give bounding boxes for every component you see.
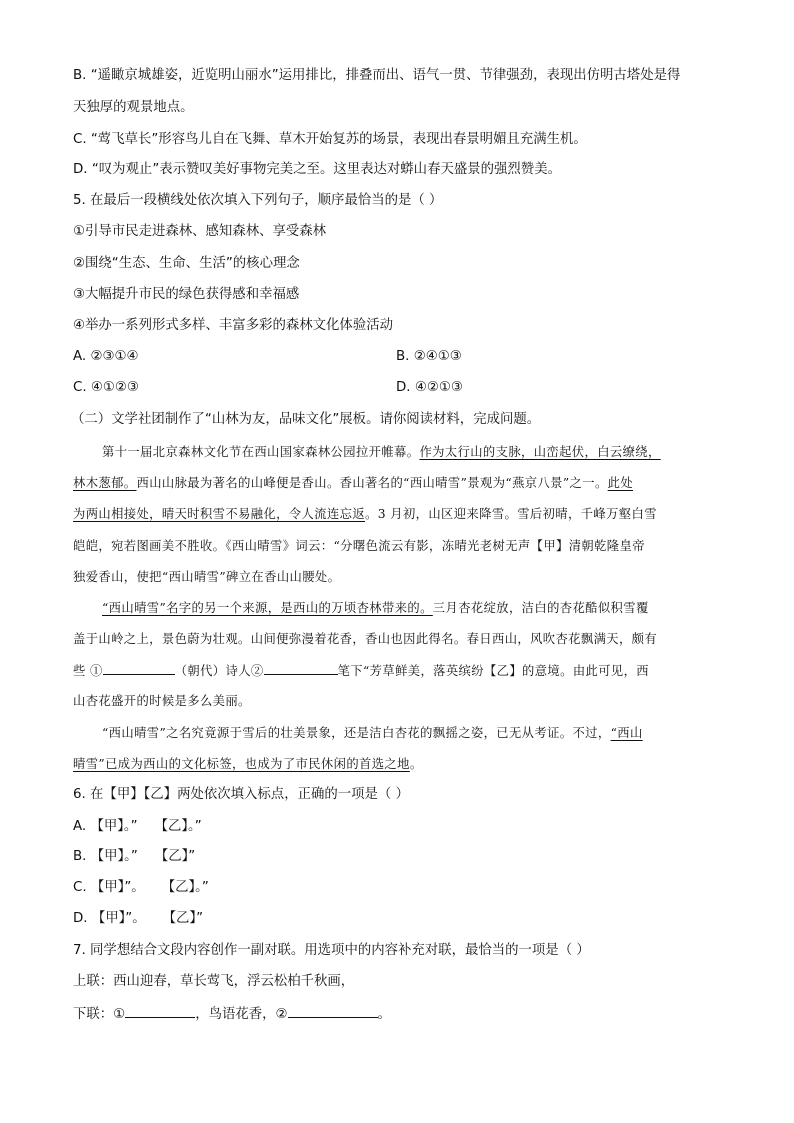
blank-2[interactable] bbox=[264, 661, 338, 675]
passage-text: 第十一届北京森林文化节在西山国家森林公园拉开帷幕。 bbox=[102, 445, 420, 459]
q5-options-row1 bbox=[73, 348, 462, 366]
q6-option-b: B. 【甲】。” 【乙】” bbox=[73, 849, 196, 864]
passage-text: 笔下“芳草鲜美，落英缤纷【乙】的意境。由此可见，西 bbox=[337, 664, 650, 678]
passage-p2-line3 bbox=[73, 661, 649, 680]
q4-option-d: D. “叹为观止”表示赞叹美好事物完美之至。这里表达对蟒山春天盛景的强烈赞美。 bbox=[73, 162, 561, 177]
q4-option-c: C. “莺飞草长”形容鸟儿自在飞舞、草木开始复苏的场景，表现出春景明媚且充满生机。 bbox=[73, 132, 587, 147]
couplet-blank-1[interactable] bbox=[125, 1004, 195, 1018]
passage-underlined: 为两山相接处，晴天时积雪不易融化，令人流连忘返 bbox=[73, 507, 366, 521]
q5-options-row2 bbox=[73, 379, 463, 397]
q5-option-b: B. ②④①③ bbox=[396, 349, 462, 364]
passage-p1-line4: 皑皑，宛若图画美不胜收。《西山晴雪》词云：“分曙色流云有影，冻晴光老树无声【甲】清朝乾隆皇帝 bbox=[73, 539, 645, 553]
passage-underlined: “西山晴雪”名字的另一个来源，是西山的万顷杏林带来的。 bbox=[102, 601, 433, 615]
passage-underlined: 林木葱郁。 bbox=[73, 476, 137, 490]
q6-option-d: D. 【甲】”。 【乙】” bbox=[73, 911, 204, 926]
q5-option-a: A. ②③①④ bbox=[73, 349, 139, 364]
q5-option-c: C. ④①②③ bbox=[73, 380, 139, 395]
passage-underlined: “西山 bbox=[610, 726, 643, 740]
passage-p2-line2: 盖于山岭之上，景色蔚为壮观。山间便弥漫着花香，香山也因此得名。春日西山，风吹杏花飘满天，颇有 bbox=[73, 632, 658, 646]
q5-option-d: D. ④②①③ bbox=[396, 380, 463, 395]
q7-stem: 7. 同学想结合文段内容创作一副对联。用选项中的内容补充对联，最恰当的一项是（ ） bbox=[73, 943, 590, 958]
passage-text: （朝代）诗人② bbox=[174, 664, 264, 678]
couplet-text: ，鸟语花香，② bbox=[195, 1007, 288, 1022]
couplet-text: 下联：① bbox=[73, 1007, 126, 1022]
q5-item-2: ②围绕“生态、生命、生活”的核心理念 bbox=[73, 256, 300, 271]
passage-p3-line2 bbox=[73, 755, 423, 773]
passage-underlined: 晴雪”已成为西山的文化标签，也成为了市民休闲的首选之地 bbox=[73, 757, 410, 771]
passage-text: 西山山脉最为著名的山峰便是香山。香山著名的“西山晴雪”景观为“燕京八景”之一。 bbox=[136, 476, 608, 490]
passage-p2-line4: 山杏花盛开的时候是多么美丽。 bbox=[73, 694, 251, 708]
passage-underlined: 作为太行山的支脉，山峦起伏，白云缭绕， bbox=[419, 445, 661, 459]
passage-p3-line1 bbox=[102, 724, 643, 742]
q6-stem: 6. 在【甲】【乙】两处依次填入标点，正确的一项是（ ） bbox=[73, 787, 409, 802]
passage-text: “西山晴雪”之名究竟源于雪后的壮美景象，还是洁白杏花的飘摇之姿，已无从考证。不过， bbox=[102, 726, 611, 740]
passage-p1-line3 bbox=[73, 505, 657, 523]
q5-item-4: ④举办一系列形式多样、丰富多彩的森林文化体验活动 bbox=[73, 318, 393, 333]
passage-p1-line5: 独爱香山，使把“西山晴雪”碑立在香山山腰处。 bbox=[73, 570, 341, 584]
q7-upper-couplet: 上联：西山迎春，草长莺飞，浮云松柏千秋画， bbox=[73, 974, 355, 989]
section2-title: （二）文学社团制作了“山林为友，品味文化”展板。请你阅读材料，完成问题。 bbox=[71, 412, 541, 427]
q4-option-b-line2: 天独厚的观景地点。 bbox=[73, 100, 194, 115]
passage-text: 。3 月初，山区迎来降雪。雪后初晴，千峰万壑白雪 bbox=[365, 507, 657, 521]
couplet-text: 。 bbox=[377, 1007, 391, 1022]
q5-item-1: ①引导市民走进森林、感知森林、享受森林 bbox=[73, 224, 327, 239]
q5-item-3: ③大幅提升市民的绿色获得感和幸福感 bbox=[73, 287, 300, 302]
passage-p1-line1 bbox=[102, 443, 661, 461]
couplet-blank-2[interactable] bbox=[288, 1004, 378, 1018]
passage-text: 三月杏花绽放，洁白的杏花酷似积雪覆 bbox=[432, 601, 649, 615]
q6-option-a: A. 【甲】。” 【乙】。” bbox=[73, 819, 202, 834]
q5-stem: 5. 在最后一段横线处依次填入下列句子，顺序最恰当的是（ ） bbox=[73, 193, 443, 208]
blank-1[interactable] bbox=[103, 661, 175, 675]
q7-lower-couplet bbox=[73, 1004, 391, 1024]
passage-p2-line1 bbox=[102, 599, 649, 617]
passage-p1-line2 bbox=[73, 474, 633, 492]
q4-option-b-line1: B. “遥瞰京城雄姿，近览明山丽水”运用排比，排叠而出、语气一贯、节律强劲，表现出仿明古塔处是得 bbox=[73, 68, 681, 83]
passage-text: 。 bbox=[409, 757, 423, 771]
passage-underlined: 此处 bbox=[607, 476, 634, 490]
q6-option-c: C. 【甲】”。 【乙】。” bbox=[73, 880, 209, 895]
passage-text: 些 ① bbox=[73, 664, 103, 678]
